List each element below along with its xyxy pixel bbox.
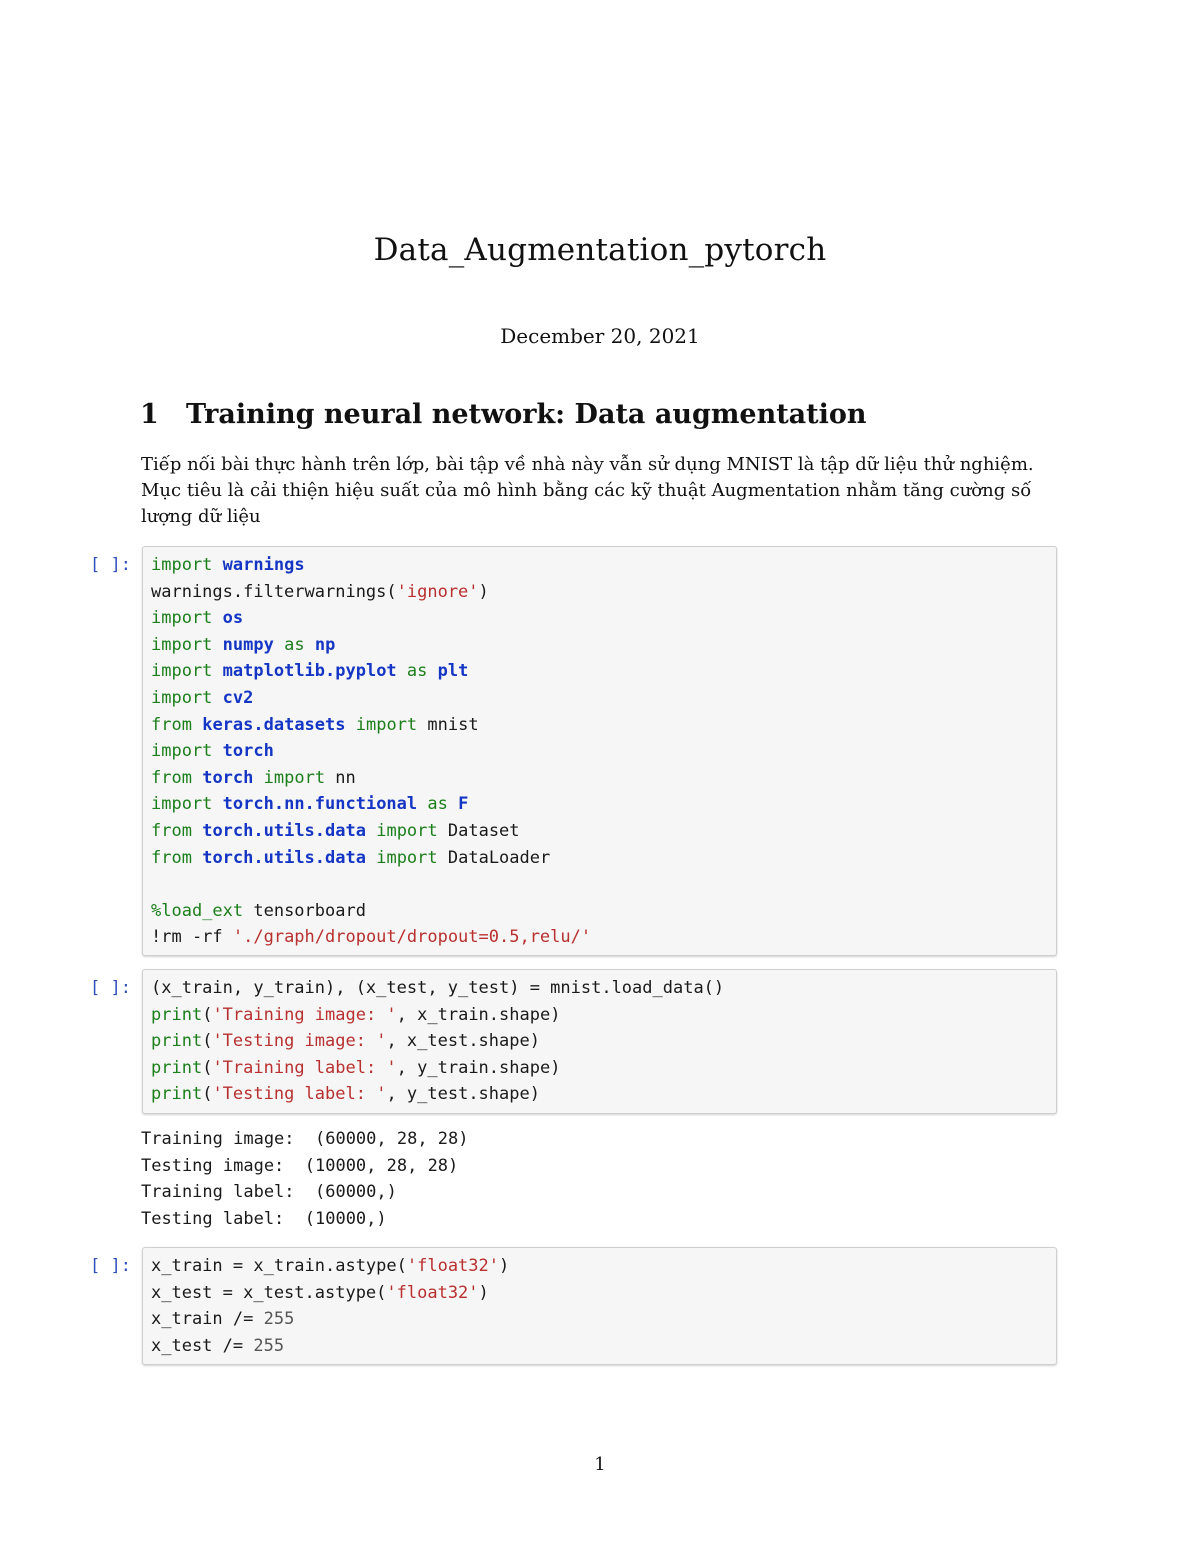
code-line bbox=[151, 658, 1048, 685]
code-token bbox=[212, 661, 222, 681]
code-token: print bbox=[151, 1084, 203, 1105]
code-token: import bbox=[263, 767, 326, 788]
code-token bbox=[274, 635, 284, 655]
code-line bbox=[151, 1081, 1048, 1108]
code-input[interactable] bbox=[142, 546, 1057, 956]
code-token: 255 bbox=[263, 1309, 295, 1330]
code-token: (x_train, y_train), (x_test, y_test) = mnist.load_data() bbox=[151, 978, 725, 998]
code-token: from bbox=[151, 820, 192, 841]
code-token: ( bbox=[202, 1084, 213, 1105]
code-line bbox=[151, 1280, 1048, 1307]
code-line bbox=[151, 632, 1048, 659]
code-token: print bbox=[151, 1004, 203, 1025]
code-token bbox=[427, 661, 437, 681]
code-line bbox=[151, 1002, 1048, 1029]
code-line bbox=[151, 975, 1048, 1002]
output-line: Training image: (60000, 28, 28) bbox=[141, 1129, 469, 1149]
code-token: import bbox=[151, 634, 213, 655]
code-token bbox=[305, 635, 315, 655]
code-input[interactable] bbox=[142, 969, 1057, 1114]
code-token: 255 bbox=[253, 1335, 285, 1356]
page-number: 1 bbox=[594, 1454, 606, 1475]
code-token: tensorboard bbox=[243, 900, 366, 921]
code-token bbox=[192, 848, 202, 868]
code-token: plt bbox=[437, 661, 469, 682]
code-token: torch bbox=[202, 767, 254, 788]
code-line bbox=[151, 845, 1048, 872]
code-token: 'Testing label: ' bbox=[212, 1084, 387, 1105]
code-token: matplotlib.pyplot bbox=[222, 661, 397, 682]
code-line bbox=[151, 1055, 1048, 1082]
section-heading bbox=[140, 396, 867, 434]
code-token: mnist bbox=[417, 714, 479, 735]
code-token bbox=[366, 848, 376, 868]
code-input[interactable] bbox=[142, 1247, 1057, 1365]
code-token: from bbox=[151, 847, 192, 868]
intro-line: Mục tiêu là cải thiện hiệu suất của mô hình bằng các kỹ thuật Augmentation nhằm tăng cường số bbox=[141, 480, 1032, 501]
code-token: 'Training label: ' bbox=[212, 1057, 397, 1078]
code-token: F bbox=[458, 794, 469, 815]
code-token: , y_train.shape) bbox=[396, 1057, 561, 1078]
code-line bbox=[151, 1253, 1048, 1280]
code-token: import bbox=[376, 820, 438, 841]
code-token: 'Testing image: ' bbox=[212, 1031, 387, 1052]
code-line bbox=[151, 552, 1048, 579]
code-token bbox=[192, 768, 202, 788]
code-token: print bbox=[151, 1057, 203, 1078]
code-token bbox=[212, 794, 222, 814]
code-token: import bbox=[151, 661, 213, 682]
code-line bbox=[151, 791, 1048, 818]
code-line bbox=[151, 871, 1048, 898]
code-token: import bbox=[376, 847, 438, 868]
code-token: cv2 bbox=[222, 687, 254, 708]
code-token bbox=[397, 661, 407, 681]
code-token: import bbox=[151, 555, 213, 575]
code-token: ) bbox=[499, 1256, 510, 1276]
code-line bbox=[151, 898, 1048, 925]
code-token bbox=[212, 688, 222, 708]
code-token: ) bbox=[478, 581, 489, 602]
code-token: import bbox=[151, 741, 213, 762]
code-token: 'ignore' bbox=[396, 581, 479, 602]
cell-prompt: [ ]: bbox=[90, 1256, 131, 1276]
code-token: numpy bbox=[222, 634, 274, 655]
code-token: print bbox=[151, 1031, 203, 1052]
code-token: , y_test.shape) bbox=[386, 1084, 540, 1105]
code-line bbox=[151, 1333, 1048, 1360]
code-token: import bbox=[151, 687, 213, 708]
code-token bbox=[346, 715, 356, 735]
code-token: torch.nn.functional bbox=[222, 794, 418, 815]
code-token: from bbox=[151, 767, 192, 788]
code-token: , x_test.shape) bbox=[386, 1031, 540, 1052]
code-token: import bbox=[151, 608, 213, 629]
code-token: 'Training image: ' bbox=[212, 1004, 397, 1025]
code-token: as bbox=[284, 634, 305, 655]
code-token: as bbox=[427, 794, 448, 815]
code-line bbox=[151, 579, 1048, 606]
code-token: ) bbox=[478, 1282, 489, 1303]
code-token bbox=[448, 794, 458, 814]
code-token: './graph/dropout/dropout=0.5,relu/' bbox=[232, 927, 592, 948]
document-date: December 20, 2021 bbox=[500, 324, 700, 348]
cell-output bbox=[141, 1126, 469, 1232]
output-line: Training label: (60000,) bbox=[141, 1182, 397, 1203]
code-line bbox=[151, 818, 1048, 845]
code-token: !rm -rf bbox=[151, 927, 233, 948]
section-number: 1 bbox=[140, 399, 159, 430]
intro-paragraph bbox=[141, 452, 1061, 530]
code-token: import bbox=[151, 794, 213, 815]
code-token bbox=[192, 821, 202, 841]
section-title: Training neural network: Data augmentation bbox=[186, 399, 867, 430]
code-token bbox=[212, 635, 222, 655]
code-token: x_train /= bbox=[151, 1309, 264, 1330]
code-token: torch bbox=[222, 741, 274, 762]
output-line: Testing label: (10000,) bbox=[141, 1208, 387, 1229]
code-token: nn bbox=[325, 767, 356, 788]
code-token: x_test = x_test.astype( bbox=[151, 1282, 387, 1303]
code-token: as bbox=[406, 661, 428, 682]
code-token: from bbox=[151, 714, 192, 735]
intro-line: Tiếp nối bài thực hành trên lớp, bài tập về nhà này vẫn sử dụng MNIST là tập dữ liệu thử nghiệm. bbox=[141, 454, 1034, 475]
code-token: x_train = x_train.astype( bbox=[151, 1256, 407, 1276]
code-token: ( bbox=[202, 1004, 213, 1025]
code-token: 'float32' bbox=[386, 1282, 479, 1303]
cell-prompt: [ ]: bbox=[90, 978, 131, 998]
code-token: np bbox=[314, 634, 336, 655]
code-line bbox=[151, 924, 1048, 951]
code-token: DataLoader bbox=[437, 847, 551, 868]
code-token bbox=[366, 821, 376, 841]
code-token: os bbox=[222, 608, 244, 629]
code-token bbox=[417, 794, 427, 814]
code-line bbox=[151, 765, 1048, 792]
code-line bbox=[151, 685, 1048, 712]
code-token: import bbox=[355, 714, 418, 735]
intro-line: lượng dữ liệu bbox=[141, 506, 261, 527]
code-token: warnings bbox=[222, 555, 305, 575]
code-token bbox=[192, 715, 202, 735]
code-token: Dataset bbox=[437, 820, 520, 841]
code-token: torch.utils.data bbox=[202, 847, 366, 868]
code-token: keras.datasets bbox=[202, 714, 346, 735]
code-token: %load_ext bbox=[151, 900, 244, 921]
code-token: ( bbox=[202, 1031, 213, 1052]
code-line bbox=[151, 738, 1048, 765]
code-token bbox=[212, 608, 222, 628]
code-token: 'float32' bbox=[406, 1256, 499, 1276]
code-token: torch.utils.data bbox=[202, 820, 366, 841]
code-line bbox=[151, 712, 1048, 739]
cell-prompt: [ ]: bbox=[90, 555, 131, 575]
code-line bbox=[151, 1028, 1048, 1055]
code-token bbox=[253, 768, 263, 788]
code-line bbox=[151, 1306, 1048, 1333]
code-line bbox=[151, 605, 1048, 632]
code-token: , x_train.shape) bbox=[396, 1004, 561, 1025]
document-title: Data_Augmentation_pytorch bbox=[373, 232, 827, 268]
code-token: warnings.filterwarnings( bbox=[151, 581, 397, 602]
output-line: Testing image: (10000, 28, 28) bbox=[141, 1155, 459, 1176]
code-token: x_test /= bbox=[151, 1335, 254, 1356]
code-token bbox=[212, 741, 222, 761]
code-token bbox=[212, 555, 222, 575]
code-token: ( bbox=[202, 1057, 213, 1078]
